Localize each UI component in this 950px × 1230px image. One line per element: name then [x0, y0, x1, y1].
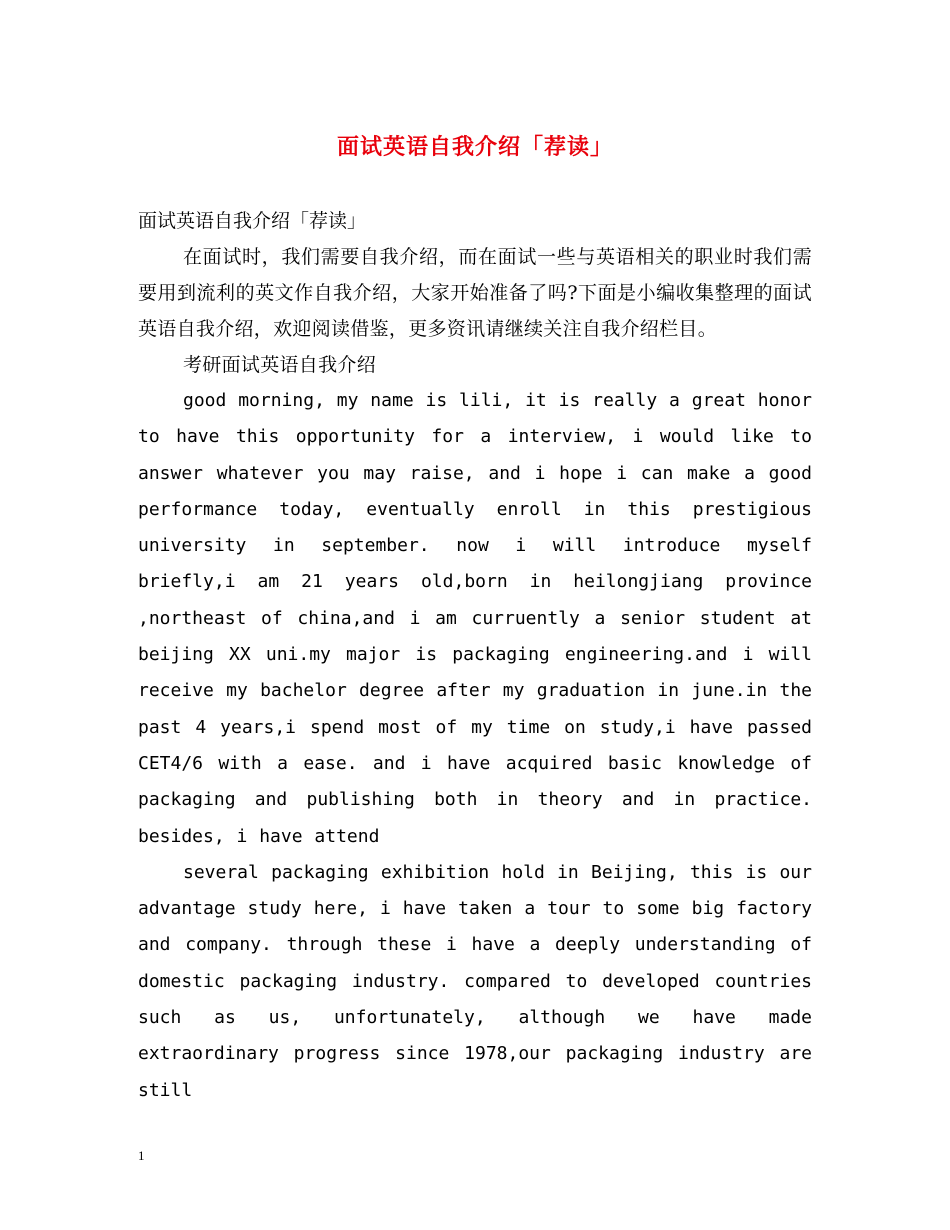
body-paragraph-2: several packaging exhibition hold in Beijing, this is our advantage study here, i have taken a tour to some big factory and company. through these i have a deeply understanding of domestic packaging industry. compared to developed countries such as us, unfortunately, although we have made extraordinary progress since 1978,our packaging industry are still — [138, 861, 812, 1101]
page-number: 1 — [138, 1148, 145, 1163]
body-paragraph-1: good morning, my name is lili, it is really a great honor to have this opportunity for a interview, i would like to answer whatever you may raise, and i hope i can make a good performance today, eventually enroll in this prestigious university in september. now i will introduce myself briefly,i am 21 years old,born in heilongjiang province ,northeast of china,and i am curruently a senior student at beijing XX uni.my major is packaging engineering.and i will receive my bachelor degree after my graduation in june.in the past 4 years,i spend most of my time on study,i have passed CET4/6 with a ease. and i have acquired basic knowledge of packaging and publishing both in theory and in practice. besides, i have attend — [138, 390, 812, 847]
section-heading: 考研面试英语自我介绍 — [183, 354, 377, 376]
intro-paragraph: 在面试时，我们需要自我介绍，而在面试一些与英语相关的职业时我们需要用到流利的英文作自我介绍，大家开始准备了吗?下面是小编收集整理的面试英语自我介绍，欢迎阅读借鉴，更多资讯请继续关注自我介绍栏目。 — [138, 246, 812, 340]
document-body — [138, 203, 812, 1109]
document-subtitle: 面试英语自我介绍「荐读」 — [138, 210, 367, 232]
document-title: 面试英语自我介绍「荐读」 — [336, 134, 613, 160]
